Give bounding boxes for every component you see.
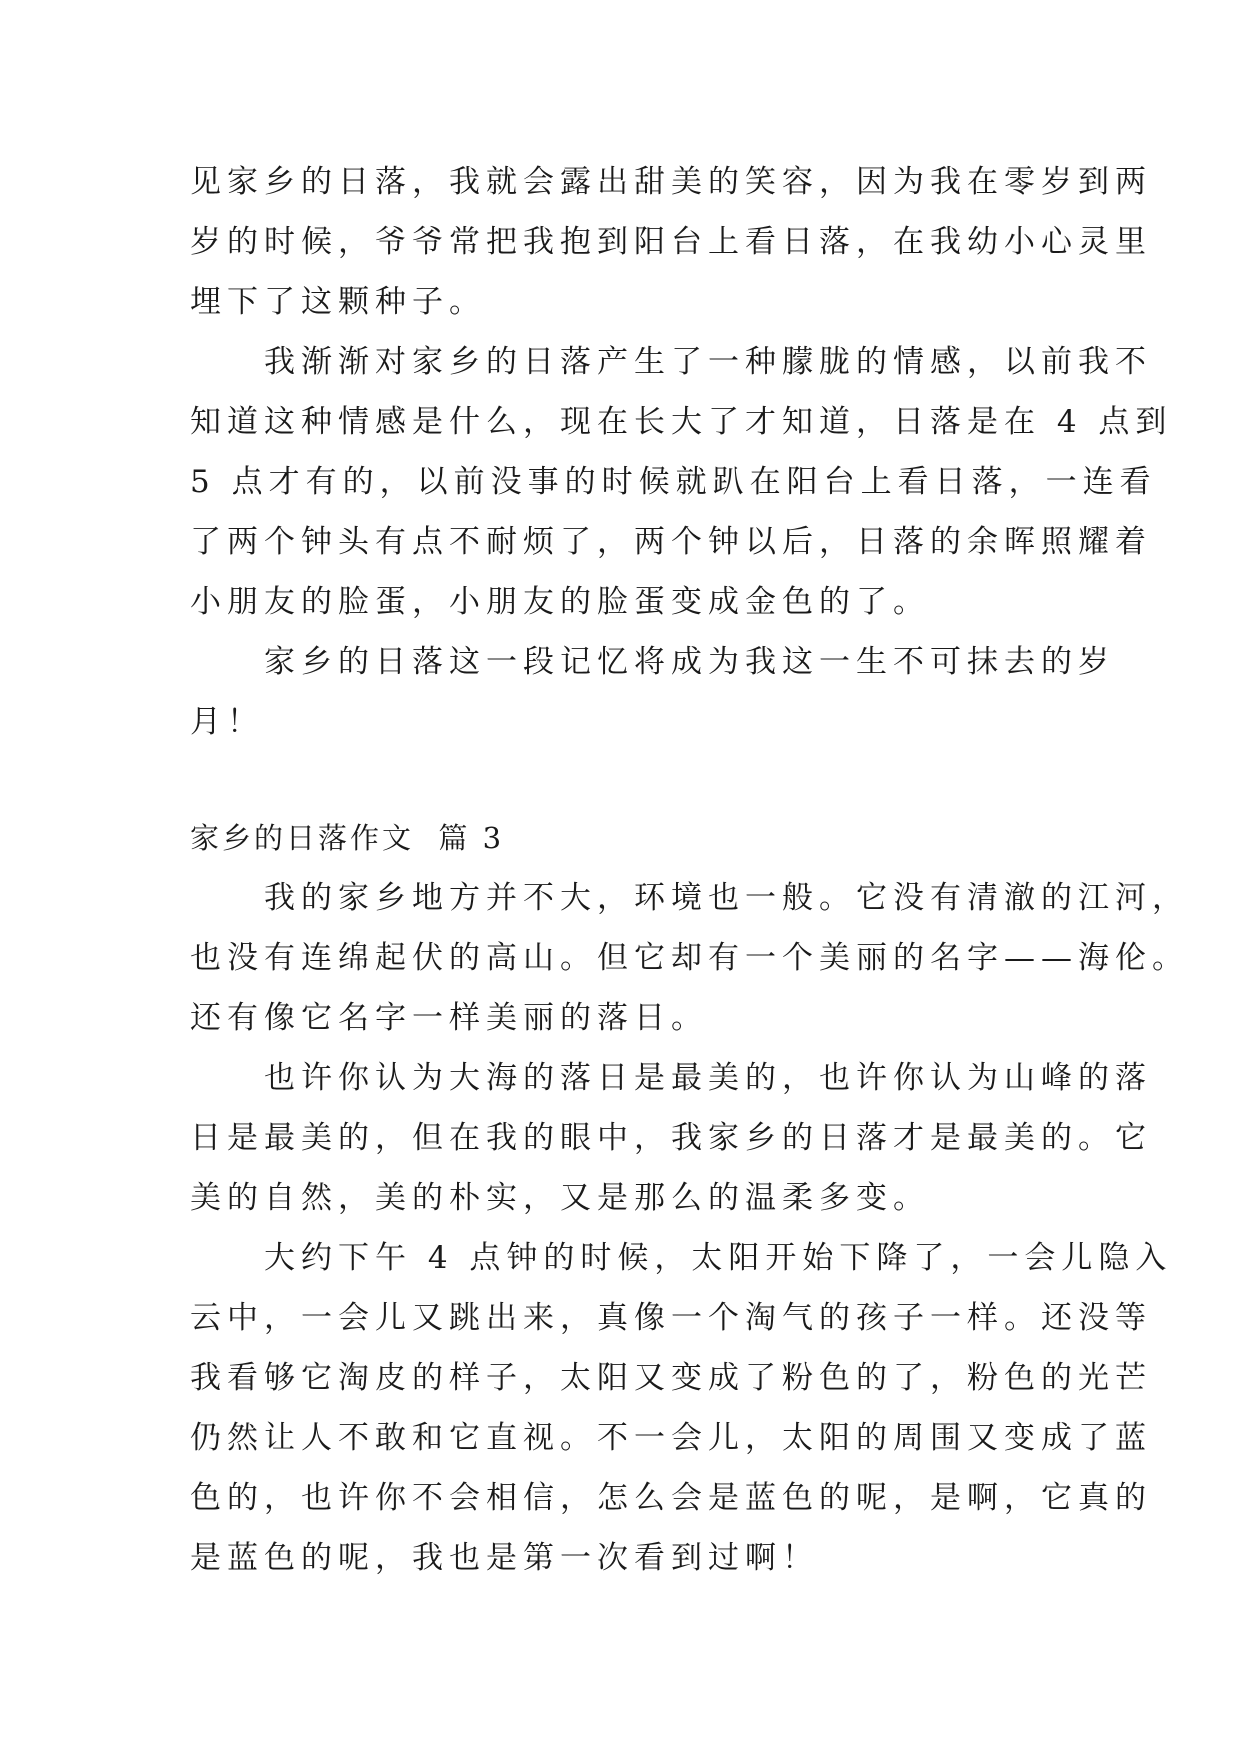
text-line: 我看够它淘皮的样子，太阳又变成了粉色的了，粉色的光芒 xyxy=(190,1360,1152,1396)
text-line: 色的，也许你不会相信，怎么会是蓝色的呢，是啊，它真的 xyxy=(190,1480,1152,1516)
text-line: 我渐渐对家乡的日落产生了一种朦胧的情感，以前我不 xyxy=(190,344,1152,380)
text-line: 知道这种情感是什么，现在长大了才知道，日落是在 4 点到 xyxy=(190,404,1173,440)
text-line: 是蓝色的呢，我也是第一次看到过啊！ xyxy=(190,1540,819,1576)
paragraph xyxy=(190,152,1152,332)
paragraph xyxy=(190,632,1115,752)
text-line: 月！ xyxy=(190,704,264,740)
text-line: 家乡的日落这一段记忆将成为我这一生不可抹去的岁 xyxy=(190,644,1115,680)
text-line: 云中，一会儿又跳出来，真像一个淘气的孩子一样。还没等 xyxy=(190,1300,1152,1336)
paragraph xyxy=(190,1048,1152,1228)
text-line: 还有像它名字一样美丽的落日。 xyxy=(190,1000,708,1036)
text-line: 了两个钟头有点不耐烦了，两个钟以后，日落的余晖照耀着 xyxy=(190,524,1152,560)
section-spacer xyxy=(190,752,1060,808)
paragraph xyxy=(190,868,1189,1048)
document-page xyxy=(190,152,1189,1588)
paragraph xyxy=(190,1228,1173,1588)
section-heading: 家乡的日落作文 篇 3 xyxy=(190,821,505,855)
text-line: 也没有连绵起伏的高山。但它却有一个美丽的名字——海伦。 xyxy=(190,940,1189,976)
text-line: 岁的时候，爷爷常把我抱到阳台上看日落，在我幼小心灵里 xyxy=(190,224,1152,260)
text-line: 也许你认为大海的落日是最美的，也许你认为山峰的落 xyxy=(190,1060,1152,1096)
text-line: 大约下午 4 点钟的时候，太阳开始下降了，一会儿隐入 xyxy=(190,1240,1173,1276)
text-line: 我的家乡地方并不大，环境也一般。它没有清澈的江河， xyxy=(190,880,1189,916)
text-line: 5 点才有的，以前没事的时候就趴在阳台上看日落，一连看 xyxy=(190,464,1157,500)
text-line: 美的自然，美的朴实，又是那么的温柔多变。 xyxy=(190,1180,930,1216)
text-line: 埋下了这颗种子。 xyxy=(190,284,486,320)
text-line: 小朋友的脸蛋，小朋友的脸蛋变成金色的了。 xyxy=(190,584,930,620)
paragraph xyxy=(190,332,1173,632)
text-line: 仍然让人不敢和它直视。不一会儿，太阳的周围又变成了蓝 xyxy=(190,1420,1152,1456)
text-line: 见家乡的日落，我就会露出甜美的笑容，因为我在零岁到两 xyxy=(190,164,1152,200)
text-line: 日是最美的，但在我的眼中，我家乡的日落才是最美的。它 xyxy=(190,1120,1152,1156)
